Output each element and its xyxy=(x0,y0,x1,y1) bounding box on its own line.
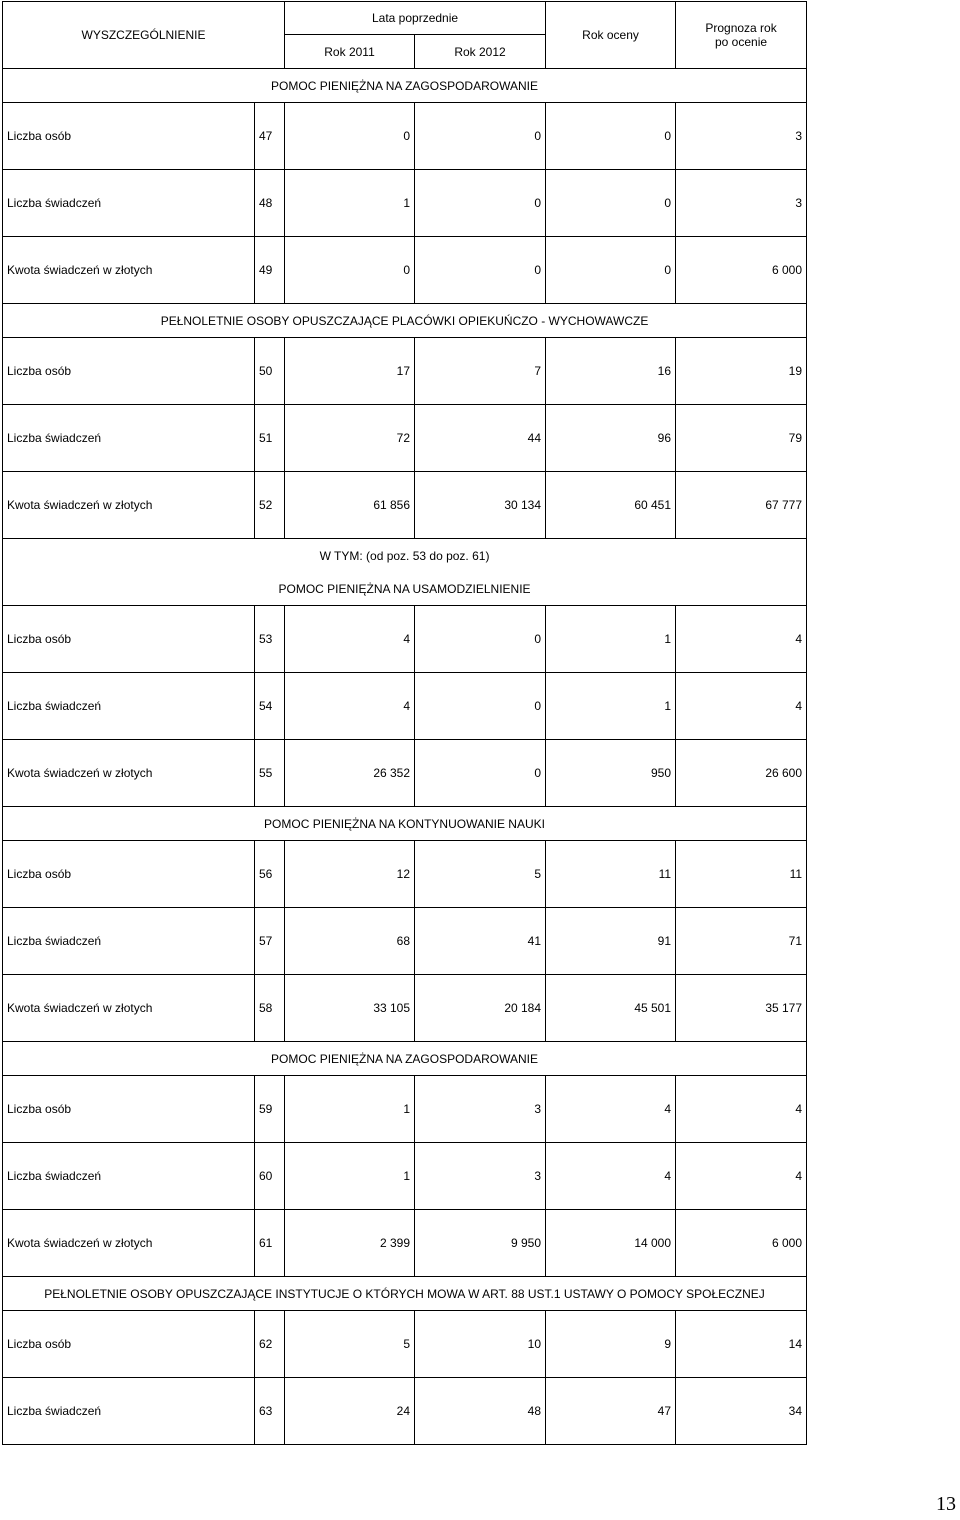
value-evaluation-year: 1 xyxy=(546,673,676,740)
value-2012: 0 xyxy=(415,170,546,237)
section-header xyxy=(3,1277,807,1311)
value-evaluation-year: 0 xyxy=(546,170,676,237)
value-forecast: 4 xyxy=(676,606,807,673)
value-2012: 3 xyxy=(415,1076,546,1143)
value-evaluation-year: 91 xyxy=(546,908,676,975)
row-label: Liczba osób xyxy=(3,1311,255,1378)
value-2012: 7 xyxy=(415,338,546,405)
table-row xyxy=(3,1076,807,1143)
table-row xyxy=(3,103,807,170)
row-label: Liczba osób xyxy=(3,338,255,405)
table-row xyxy=(3,338,807,405)
row-label: Liczba świadczeń xyxy=(3,405,255,472)
table-row xyxy=(3,740,807,807)
row-label: Liczba świadczeń xyxy=(3,170,255,237)
value-2011: 1 xyxy=(285,1143,415,1210)
value-2012: 0 xyxy=(415,673,546,740)
value-forecast: 3 xyxy=(676,170,807,237)
page-number: 13 xyxy=(936,1493,956,1515)
row-label: Kwota świadczeń w złotych xyxy=(3,975,255,1042)
header-forecast xyxy=(676,2,807,69)
value-evaluation-year: 14 000 xyxy=(546,1210,676,1277)
section-header xyxy=(3,1042,807,1076)
report-table xyxy=(2,1,807,1445)
table-row xyxy=(3,237,807,304)
row-position-number: 54 xyxy=(255,673,285,740)
section-subtitle: POMOC PIENIĘŻNA NA USAMODZIELNIENIE xyxy=(278,581,531,596)
table-row xyxy=(3,405,807,472)
section-header xyxy=(3,539,807,606)
table-row xyxy=(3,841,807,908)
section-title-cell: POMOC PIENIĘŻNA NA ZAGOSPODAROWANIE xyxy=(3,1042,807,1076)
value-forecast: 79 xyxy=(676,405,807,472)
row-position-number: 51 xyxy=(255,405,285,472)
value-2011: 24 xyxy=(285,1378,415,1445)
row-position-number: 56 xyxy=(255,841,285,908)
value-2012: 48 xyxy=(415,1378,546,1445)
value-2012: 0 xyxy=(415,103,546,170)
row-position-number: 49 xyxy=(255,237,285,304)
value-2011: 4 xyxy=(285,606,415,673)
section-header xyxy=(3,304,807,338)
value-forecast: 26 600 xyxy=(676,740,807,807)
value-forecast: 11 xyxy=(676,841,807,908)
row-label: Liczba świadczeń xyxy=(3,1378,255,1445)
row-position-number: 50 xyxy=(255,338,285,405)
value-evaluation-year: 4 xyxy=(546,1076,676,1143)
value-forecast: 4 xyxy=(676,1143,807,1210)
row-label: Liczba świadczeń xyxy=(3,673,255,740)
row-label: Kwota świadczeń w złotych xyxy=(3,472,255,539)
table-row xyxy=(3,170,807,237)
value-forecast: 19 xyxy=(676,338,807,405)
value-2012: 5 xyxy=(415,841,546,908)
row-label: Liczba świadczeń xyxy=(3,1143,255,1210)
section-title-cell: PEŁNOLETNIE OSOBY OPUSZCZAJĄCE PLACÓWKI OPIEKUŃCZO - WYCHOWAWCZE xyxy=(3,304,807,338)
section-title-cell: POMOC PIENIĘŻNA NA ZAGOSPODAROWANIE xyxy=(3,69,807,103)
row-position-number: 61 xyxy=(255,1210,285,1277)
value-forecast: 71 xyxy=(676,908,807,975)
value-2011: 26 352 xyxy=(285,740,415,807)
value-2011: 12 xyxy=(285,841,415,908)
value-2012: 9 950 xyxy=(415,1210,546,1277)
table-row xyxy=(3,472,807,539)
value-evaluation-year: 45 501 xyxy=(546,975,676,1042)
value-2012: 10 xyxy=(415,1311,546,1378)
row-label: Liczba osób xyxy=(3,1076,255,1143)
table-row xyxy=(3,1311,807,1378)
value-forecast: 35 177 xyxy=(676,975,807,1042)
value-evaluation-year: 0 xyxy=(546,103,676,170)
table-row xyxy=(3,1378,807,1445)
row-position-number: 55 xyxy=(255,740,285,807)
header-evaluation-year: Rok oceny xyxy=(546,2,676,69)
value-2012: 0 xyxy=(415,740,546,807)
value-forecast: 6 000 xyxy=(676,1210,807,1277)
table-row xyxy=(3,673,807,740)
row-position-number: 60 xyxy=(255,1143,285,1210)
value-2011: 5 xyxy=(285,1311,415,1378)
value-2011: 0 xyxy=(285,237,415,304)
row-position-number: 53 xyxy=(255,606,285,673)
value-evaluation-year: 60 451 xyxy=(546,472,676,539)
value-forecast: 6 000 xyxy=(676,237,807,304)
section-header xyxy=(3,69,807,103)
value-2012: 0 xyxy=(415,606,546,673)
value-2011: 1 xyxy=(285,170,415,237)
value-forecast: 14 xyxy=(676,1311,807,1378)
value-2011: 72 xyxy=(285,405,415,472)
row-label: Kwota świadczeń w złotych xyxy=(3,740,255,807)
section-title-cell xyxy=(3,539,807,606)
table-row xyxy=(3,606,807,673)
value-evaluation-year: 1 xyxy=(546,606,676,673)
value-forecast: 67 777 xyxy=(676,472,807,539)
value-evaluation-year: 47 xyxy=(546,1378,676,1445)
row-position-number: 47 xyxy=(255,103,285,170)
value-evaluation-year: 96 xyxy=(546,405,676,472)
value-2011: 2 399 xyxy=(285,1210,415,1277)
value-2012: 30 134 xyxy=(415,472,546,539)
header-previous-years: Lata poprzednie xyxy=(285,2,546,35)
section-title-cell: POMOC PIENIĘŻNA NA KONTYNUOWANIE NAUKI xyxy=(3,807,807,841)
value-2012: 44 xyxy=(415,405,546,472)
row-position-number: 63 xyxy=(255,1378,285,1445)
table-row xyxy=(3,1143,807,1210)
value-2011: 4 xyxy=(285,673,415,740)
value-2012: 3 xyxy=(415,1143,546,1210)
header-description: WYSZCZEGÓLNIENIE xyxy=(3,2,285,69)
section-title-cell: PEŁNOLETNIE OSOBY OPUSZCZAJĄCE INSTYTUCJE O KTÓRYCH MOWA W ART. 88 UST.1 USTAWY O POMOCY SPOŁECZNEJ xyxy=(3,1277,807,1311)
row-label: Liczba osób xyxy=(3,841,255,908)
row-label: Liczba osób xyxy=(3,606,255,673)
row-position-number: 52 xyxy=(255,472,285,539)
row-position-number: 62 xyxy=(255,1311,285,1378)
value-2011: 0 xyxy=(285,103,415,170)
value-evaluation-year: 4 xyxy=(546,1143,676,1210)
header-year-2011: Rok 2011 xyxy=(285,35,415,69)
table-row xyxy=(3,1210,807,1277)
table-row xyxy=(3,908,807,975)
section-title: W TYM: (od poz. 53 do poz. 61) xyxy=(319,548,490,563)
value-evaluation-year: 11 xyxy=(546,841,676,908)
value-2012: 0 xyxy=(415,237,546,304)
value-evaluation-year: 950 xyxy=(546,740,676,807)
row-position-number: 48 xyxy=(255,170,285,237)
value-evaluation-year: 9 xyxy=(546,1311,676,1378)
value-forecast: 34 xyxy=(676,1378,807,1445)
row-position-number: 57 xyxy=(255,908,285,975)
header-forecast-line1: Prognoza rok xyxy=(705,21,777,35)
value-2011: 61 856 xyxy=(285,472,415,539)
row-label: Kwota świadczeń w złotych xyxy=(3,1210,255,1277)
section-header xyxy=(3,807,807,841)
value-2012: 41 xyxy=(415,908,546,975)
value-2011: 33 105 xyxy=(285,975,415,1042)
value-forecast: 4 xyxy=(676,1076,807,1143)
table-row xyxy=(3,975,807,1042)
header-year-2012: Rok 2012 xyxy=(415,35,546,69)
value-2011: 17 xyxy=(285,338,415,405)
value-forecast: 3 xyxy=(676,103,807,170)
value-2012: 20 184 xyxy=(415,975,546,1042)
header-forecast-line2: po ocenie xyxy=(715,35,768,49)
value-2011: 1 xyxy=(285,1076,415,1143)
value-forecast: 4 xyxy=(676,673,807,740)
row-position-number: 58 xyxy=(255,975,285,1042)
value-evaluation-year: 0 xyxy=(546,237,676,304)
row-position-number: 59 xyxy=(255,1076,285,1143)
row-label: Liczba świadczeń xyxy=(3,908,255,975)
value-evaluation-year: 16 xyxy=(546,338,676,405)
value-2011: 68 xyxy=(285,908,415,975)
row-label: Liczba osób xyxy=(3,103,255,170)
row-label: Kwota świadczeń w złotych xyxy=(3,237,255,304)
